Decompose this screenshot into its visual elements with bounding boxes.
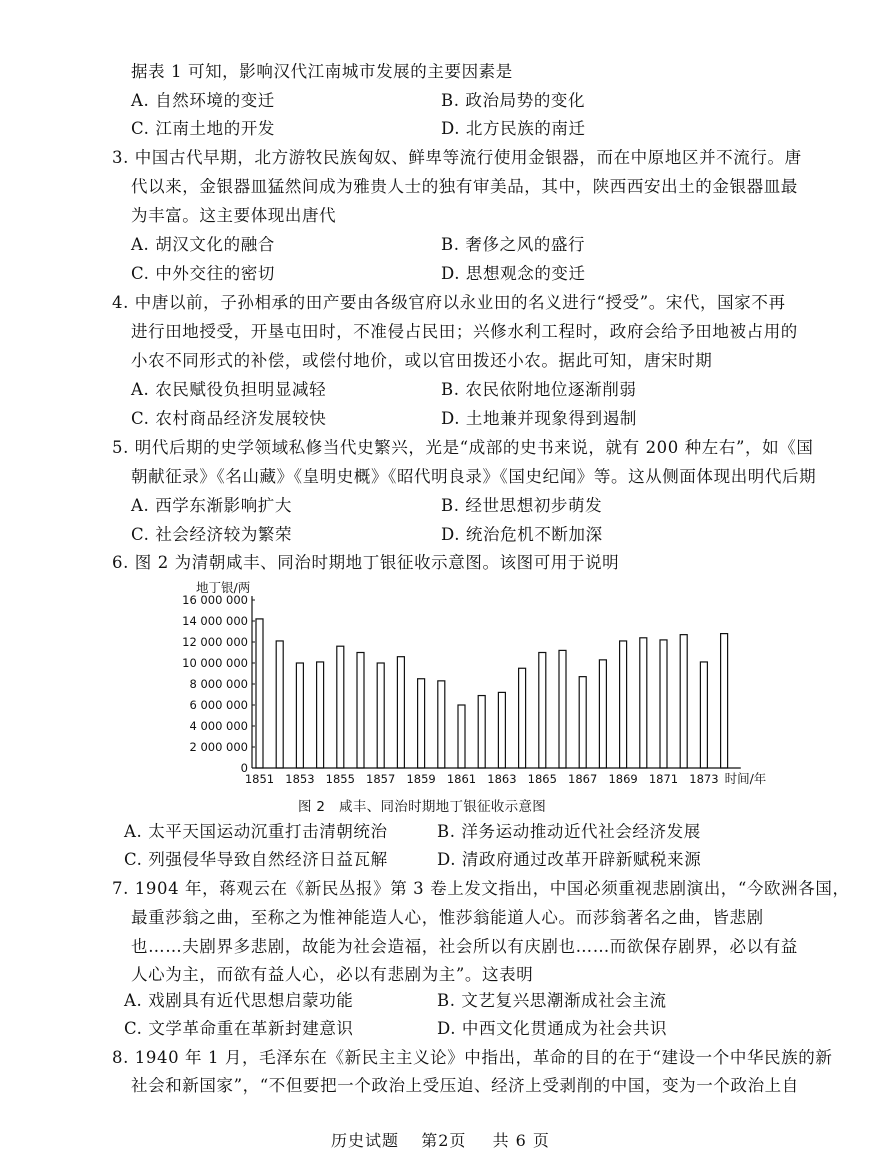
chart-bar-1873 bbox=[700, 662, 707, 768]
q7-stem-line3: 也……夫剧界多悲剧，故能为社会造福，社会所以有庆剧也……而欲保存剧界，必以有益 bbox=[131, 937, 798, 956]
q7-stem-line2: 最重莎翁之曲，至称之为惟神能造人心，惟莎翁能道人心。而莎翁著名之曲，皆悲剧 bbox=[131, 908, 764, 927]
q2-option-b: B. 政治局势的变化 bbox=[441, 91, 586, 110]
q7-stem-line4: 人心为主，而欲有益人心，必以有悲剧为主”。这表明 bbox=[131, 965, 534, 984]
q7-option-c: C. 文学革命重在革新封建意识 bbox=[124, 1019, 354, 1038]
q2-option-c: C. 江南土地的开发 bbox=[131, 119, 276, 138]
q4-option-c: C. 农村商品经济发展较快 bbox=[131, 409, 327, 428]
q6-stem: 6. 图 2 为清朝咸丰、同治时期地丁银征收示意图。该图可用于说明 bbox=[112, 553, 620, 572]
footer-page-number: 第2页 bbox=[421, 1131, 467, 1150]
chart-bar-1853 bbox=[296, 663, 303, 768]
footer bbox=[331, 1128, 550, 1151]
q6-option-b: B. 洋务运动推动近代社会经济发展 bbox=[437, 822, 701, 841]
q4-stem-line2: 进行田地授受，开垦屯田时，不准侵占民田；兴修水利工程时，政府会给予田地被占用的 bbox=[131, 322, 798, 341]
chart-y-axis-title: 地丁银/两 bbox=[196, 580, 251, 595]
q3-option-c: C. 中外交往的密切 bbox=[131, 264, 276, 283]
chart-x-tick-label: 1851 bbox=[244, 772, 275, 786]
q7-option-d: D. 中西文化贯通成为社会共识 bbox=[437, 1019, 668, 1038]
q5-option-d: D. 统治危机不断加深 bbox=[441, 525, 603, 544]
land-tax-bar-chart bbox=[180, 578, 767, 790]
q5-stem-line2: 朝献征录》《名山藏》《皇明史概》《昭代明良录》《国史纪闻》等。这从侧面体现出明代后期 bbox=[131, 467, 817, 486]
chart-x-tick-label: 1867 bbox=[568, 772, 598, 786]
q3-option-a: A. 胡汉文化的融合 bbox=[131, 235, 275, 254]
chart-y-tick-label: 0 bbox=[240, 761, 248, 775]
q5-option-a: A. 西学东渐影响扩大 bbox=[131, 496, 293, 515]
q4-option-b: B. 农民依附地位逐渐削弱 bbox=[441, 380, 637, 399]
q2-stem: 据表 1 可知，影响汉代江南城市发展的主要因素是 bbox=[131, 62, 513, 81]
chart-bar-1854 bbox=[317, 662, 324, 768]
chart-bar-1872 bbox=[680, 635, 687, 768]
q2-option-a: A. 自然环境的变迁 bbox=[131, 91, 275, 110]
chart-x-tick-label: 1869 bbox=[608, 772, 638, 786]
chart-y-tick-label: 16 000 000 bbox=[182, 593, 248, 607]
q8-stem-line1: 8. 1940 年 1 月，毛泽东在《新民主主义论》中指出，革命的目的在于“建设一个中华民族的新 bbox=[112, 1048, 833, 1067]
chart-x-tick-label: 1873 bbox=[689, 772, 719, 786]
q4-option-d: D. 土地兼并现象得到遏制 bbox=[441, 409, 637, 428]
chart-x-axis-title: 时间/年 bbox=[724, 771, 767, 786]
chart-bar-1866 bbox=[559, 650, 566, 768]
chart-bar-1861 bbox=[458, 705, 465, 768]
chart-bar-1869 bbox=[620, 641, 627, 768]
chart-x-tick-label: 1863 bbox=[487, 772, 517, 786]
chart-bar-1856 bbox=[357, 653, 364, 769]
chart-x-tick-label: 1871 bbox=[648, 772, 679, 786]
q4-option-a: A. 农民赋役负担明显减轻 bbox=[131, 380, 327, 399]
chart-bar-1855 bbox=[337, 646, 344, 768]
q3-stem-line2: 代以来，金银器皿猛然间成为雅贵人士的独有审美品，其中，陕西西安出土的金银器皿最 bbox=[131, 177, 798, 196]
chart-x-tick-label: 1861 bbox=[446, 772, 477, 786]
chart-bar-1851 bbox=[256, 619, 263, 768]
chart-bar-1860 bbox=[438, 681, 445, 768]
q4-stem-line3: 小农不同形式的补偿，或偿付地价，或以官田拨还小农。据此可知，唐宋时期 bbox=[131, 351, 713, 370]
q8-stem-line2: 社会和新国家”，“不但要把一个政治上受压迫、经济上受剥削的中国，变为一个政治上自 bbox=[131, 1076, 799, 1095]
chart-bar-1852 bbox=[276, 641, 283, 768]
q3-option-d: D. 思想观念的变迁 bbox=[441, 264, 586, 283]
chart-y-tick-label: 2 000 000 bbox=[189, 740, 248, 754]
chart-x-tick-label: 1855 bbox=[325, 772, 355, 786]
chart-bar-1865 bbox=[539, 653, 546, 769]
chart-bar-1870 bbox=[640, 638, 647, 768]
chart-x-tick-label: 1857 bbox=[366, 772, 396, 786]
q6-option-d: D. 清政府通过改革开辟新赋税来源 bbox=[437, 850, 702, 869]
footer-subject: 历史试题 bbox=[331, 1131, 400, 1150]
footer-page-total: 共 6 页 bbox=[492, 1131, 550, 1150]
chart-y-tick-label: 4 000 000 bbox=[189, 719, 248, 733]
chart-bar-1868 bbox=[599, 660, 606, 768]
q7-option-b: B. 文艺复兴思潮渐成社会主流 bbox=[437, 991, 667, 1010]
chart-y-tick-label: 8 000 000 bbox=[189, 677, 248, 691]
q5-stem-line1: 5. 明代后期的史学领域私修当代史繁兴，光是“成部的史书来说，就有 200 种左右”，如《国 bbox=[112, 438, 814, 457]
chart-bar-1874 bbox=[721, 634, 728, 768]
q4-stem-line1: 4. 中唐以前，子孙相承的田产要由各级官府以永业田的名义进行“授受”。宋代，国家不再 bbox=[112, 293, 786, 312]
q3-stem-line3: 为丰富。这主要体现出唐代 bbox=[131, 206, 337, 225]
chart-bar-1857 bbox=[377, 663, 384, 768]
chart-bar-1864 bbox=[519, 668, 526, 768]
chart-y-tick-label: 14 000 000 bbox=[182, 614, 248, 628]
chart-x-tick-label: 1853 bbox=[285, 772, 315, 786]
chart-y-tick-label: 12 000 000 bbox=[182, 635, 248, 649]
chart-bar-1862 bbox=[478, 696, 485, 768]
chart-x-tick-label: 1859 bbox=[406, 772, 436, 786]
q3-stem-line1: 3. 中国古代早期，北方游牧民族匈奴、鲜卑等流行使用金银器，而在中原地区并不流行。唐 bbox=[112, 148, 802, 167]
chart-bar-1859 bbox=[418, 679, 425, 768]
chart-y-tick-label: 10 000 000 bbox=[182, 656, 248, 670]
chart-bar-1858 bbox=[397, 657, 404, 768]
chart-bar-1863 bbox=[498, 692, 505, 768]
q2-option-d: D. 北方民族的南迁 bbox=[441, 119, 586, 138]
q6-option-c: C. 列强侵华导致自然经济日益瓦解 bbox=[124, 850, 388, 869]
q6-option-a: A. 太平天国运动沉重打击清朝统治 bbox=[124, 822, 388, 841]
chart-x-tick-label: 1865 bbox=[527, 772, 557, 786]
chart-bar-1867 bbox=[579, 677, 586, 768]
q5-option-c: C. 社会经济较为繁荣 bbox=[131, 525, 293, 544]
q3-option-b: B. 奢侈之风的盛行 bbox=[441, 235, 586, 254]
chart-bar-1871 bbox=[660, 640, 667, 768]
q7-option-a: A. 戏剧具有近代思想启蒙功能 bbox=[124, 991, 354, 1010]
chart-caption: 图 2 咸丰、同治时期地丁银征收示意图 bbox=[298, 799, 547, 815]
q7-stem-line1: 7. 1904 年，蒋观云在《新民丛报》第 3 卷上发文指出，中国必须重视悲剧演出，“今欧洲各国， bbox=[112, 879, 850, 898]
q5-option-b: B. 经世思想初步萌发 bbox=[441, 496, 603, 515]
chart-y-tick-label: 6 000 000 bbox=[189, 698, 248, 712]
